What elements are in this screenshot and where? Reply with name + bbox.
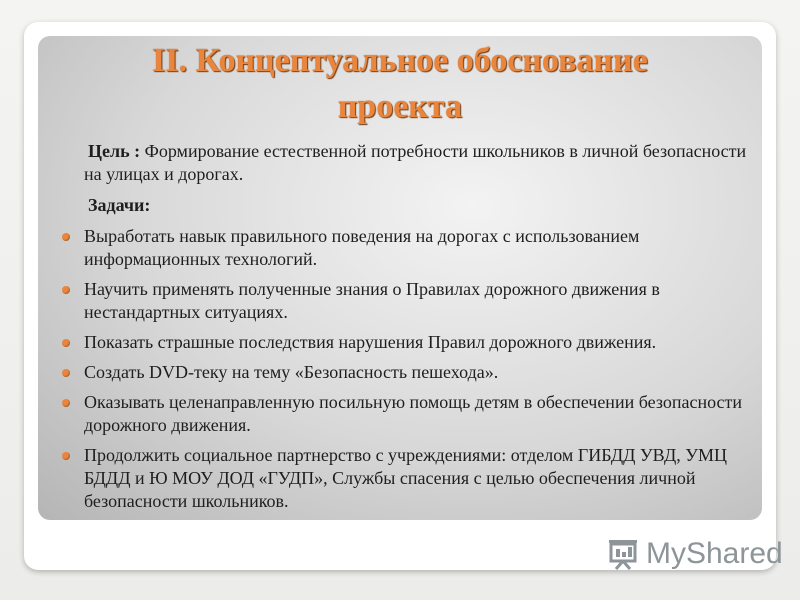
title-line-1: II. Концептуальное обоснование (152, 42, 648, 79)
bullet-icon (62, 286, 70, 294)
goal-text: Формирование естественной потребности школьников в личной безопасности на улицах и дорогах. (84, 141, 747, 184)
watermark-logo[interactable] (606, 534, 783, 574)
presentation-board-icon (606, 537, 640, 571)
slide-title (38, 38, 762, 130)
task-item (62, 225, 752, 271)
goal-label: Цель : (88, 141, 141, 161)
task-item (62, 331, 752, 354)
watermark-text: MyShared (646, 537, 783, 570)
task-item (62, 278, 752, 324)
task-text: Научить применять полученные знания о Правилах дорожного движения в нестандартных ситуациях. (84, 279, 660, 322)
task-item (62, 391, 752, 437)
task-text: Показать страшные последствия нарушения Правил дорожного движения. (84, 332, 657, 352)
task-item (62, 361, 752, 384)
bullet-icon (62, 339, 70, 347)
tasks-heading: Задачи: (88, 195, 151, 215)
task-text: Создать DVD-теку на тему «Безопасность пешехода». (84, 362, 499, 382)
task-text: Продолжить социальное партнерство с учреждениями: отделом ГИБДД УВД, УМЦ БДДД и Ю МОУ ДОД «ГУДП», Службы спасения с целью обеспечения личной безопасности школьников. (84, 445, 728, 511)
task-list (62, 225, 752, 513)
bullet-icon (62, 369, 70, 377)
task-text: Выработать навык правильного поведения на дорогах с использованием информационных технологий. (84, 226, 640, 269)
bullet-icon (62, 233, 70, 241)
goal-paragraph (62, 140, 752, 186)
bullet-icon (62, 399, 70, 407)
title-line-2: проекта (337, 88, 463, 125)
bullet-icon (62, 452, 70, 460)
task-item (62, 444, 752, 513)
slide-content (62, 140, 752, 520)
task-text: Оказывать целенаправленную посильную помощь детям в обеспечении безопасности дорожного движения. (84, 392, 743, 435)
